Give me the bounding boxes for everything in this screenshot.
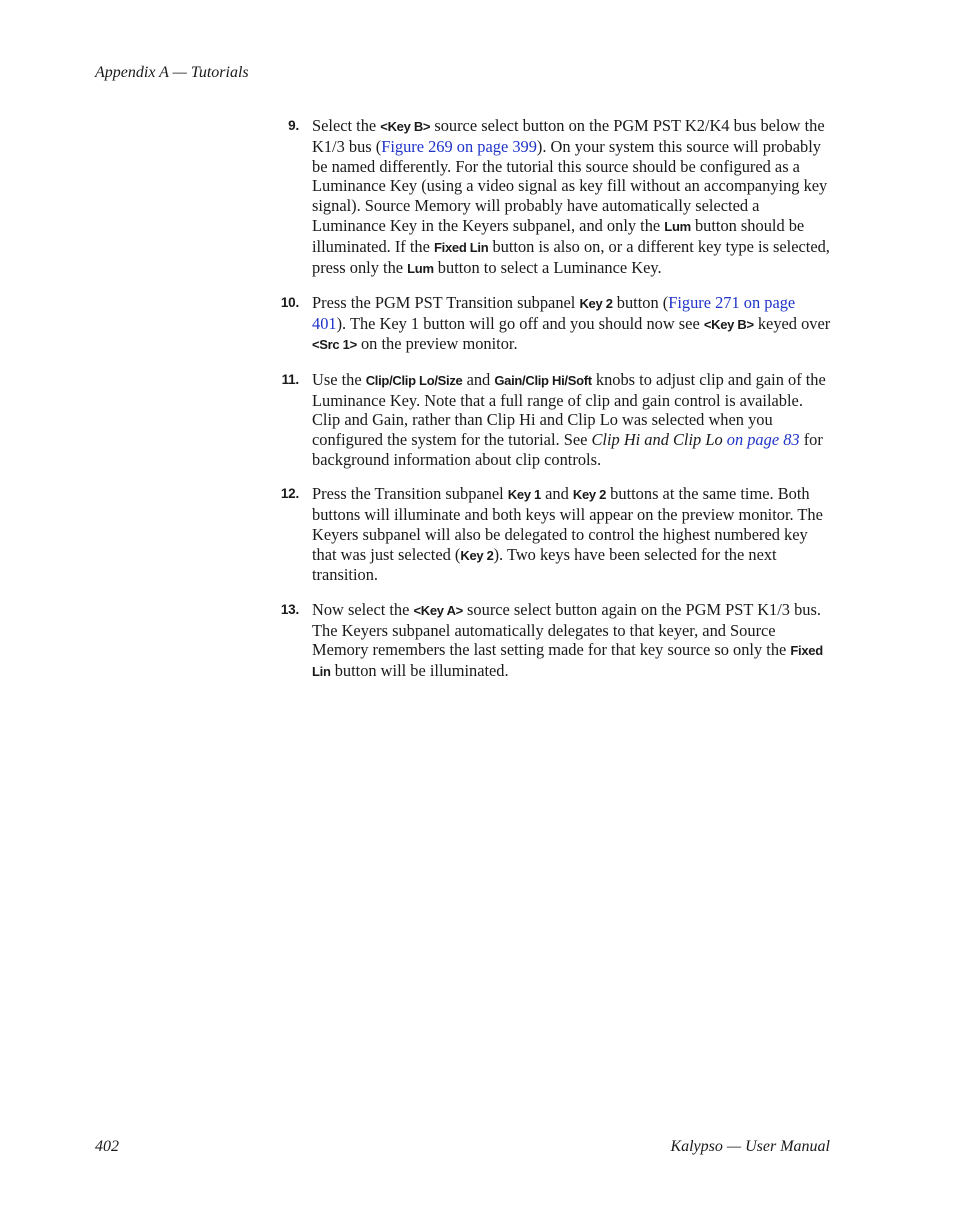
step-text: [312, 370, 832, 470]
manual-title: Kalypso — User Manual: [670, 1138, 830, 1155]
text: button should be illuminated. If the: [312, 215, 805, 256]
running-header: Appendix A — Tutorials: [95, 64, 249, 81]
text: source select button again on the PGM PST K1/3 bus. The Keyers subpanel automatically delegates to that keyer, and Source Memory remembers the last setting made for that key source so only the: [312, 599, 821, 660]
text: for background information about clip controls.: [312, 430, 823, 469]
text: source select button on the PGM PST K2/K4 bus below the K1/3 bus (: [312, 116, 825, 156]
ui-label-key-b: <Key B>: [703, 316, 754, 332]
ui-label-fixed-lin: Fixed Lin: [434, 239, 489, 255]
tutorial-steps: [272, 116, 832, 696]
text: Press the PGM PST Transition subpanel: [312, 292, 580, 312]
step-number: 10.: [280, 294, 299, 310]
text: buttons at the same time. Both buttons will illuminate and both keys will appear on the preview monitor. The Keyers subpanel will also be delegated to control the highest numbered key that was just selected (: [312, 484, 823, 564]
cross-reference-link[interactable]: on page 83: [726, 430, 800, 450]
ui-label-fixed-lin: Fixed Lin: [312, 643, 823, 680]
step-12: [272, 484, 832, 585]
text: Press the Transition subpanel: [312, 484, 508, 504]
step-10: [272, 293, 832, 355]
text: ). On your system this source will probably be named differently. For the tutorial this source should be configured as a Luminance Key (using a video signal as key fill without an accompanying key signal). Source Memory will probably have automatically selected a Luminance Key in the Keyers subpanel, and only the: [312, 136, 828, 235]
text: keyed over: [753, 313, 831, 333]
ui-label-gain-knob: Gain/Clip Hi/Soft: [494, 372, 592, 388]
page-number: 402: [95, 1138, 119, 1155]
ui-label-lum: Lum: [664, 218, 691, 234]
ui-label-lum: Lum: [407, 260, 434, 276]
cross-reference-link[interactable]: Figure 269 on page 399: [381, 136, 537, 156]
step-number: 11.: [281, 371, 299, 387]
text: and: [462, 369, 495, 389]
step-text: [312, 484, 832, 585]
step-11: [272, 370, 832, 470]
text: ). The Key 1 button will go off and you should now see: [336, 313, 704, 333]
step-text: [312, 293, 832, 355]
text: Select the: [312, 116, 381, 135]
ui-label-key-2: Key 2: [572, 487, 607, 503]
text: Use the: [312, 369, 366, 389]
text: button will be illuminated.: [330, 661, 509, 681]
step-13: [272, 600, 832, 682]
ui-label-key-a: <Key A>: [413, 602, 463, 618]
text: ). Two keys have been selected for the next transition.: [312, 544, 777, 585]
text: button is also on, or a different key type is selected, press only the: [312, 236, 830, 277]
step-number: 12.: [280, 486, 299, 502]
step-text: [312, 116, 832, 278]
ui-label-key-1: Key 1: [507, 487, 541, 503]
cross-reference-link[interactable]: Figure 271 on page 401: [312, 292, 796, 333]
step-text: [312, 600, 832, 682]
ui-label-clip-knob: Clip/Clip Lo/Size: [365, 372, 463, 388]
text: Now select the: [312, 599, 414, 619]
ui-label-src-1: <Src 1>: [312, 337, 357, 353]
text: and: [541, 484, 573, 504]
section-title-reference: Clip Hi and Clip Lo: [591, 430, 723, 450]
text: button to select a Luminance Key.: [433, 257, 662, 277]
ui-label-key-b: <Key B>: [380, 119, 431, 134]
ui-label-key-2: Key 2: [579, 295, 613, 311]
text: knobs to adjust clip and gain of the Luminance Key. Note that a full range of clip and gain control is available. Clip and Gain, rather than Clip Hi and Clip Lo was selected when you configured the system for the tutorial. See: [312, 369, 826, 450]
ui-label-key-2: Key 2: [460, 547, 494, 563]
step-9: [272, 116, 832, 278]
step-number: 9.: [288, 118, 299, 133]
text: on the preview monitor.: [356, 334, 518, 354]
step-number: 13.: [280, 601, 299, 617]
text: button (: [612, 292, 669, 312]
